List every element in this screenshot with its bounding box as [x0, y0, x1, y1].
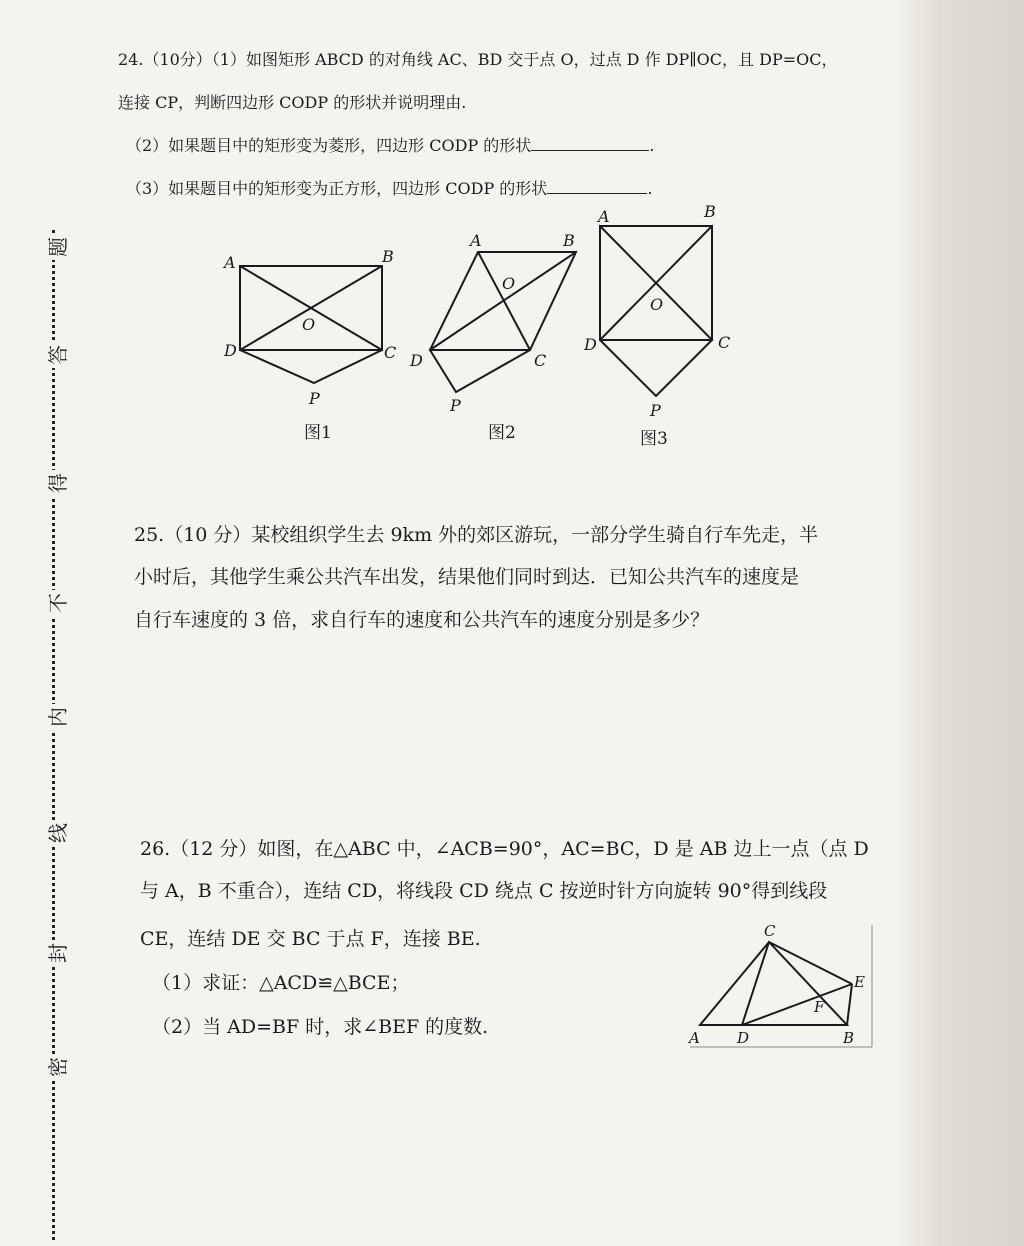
q26-part-1: （1）求证：△ACD≌△BCE；: [152, 972, 410, 994]
q24-line-1: 24.（10分）（1）如图矩形 ABCD 的对角线 AC、BD 交于点 O，过点 D 作 DP∥OC，且 DP=OC，: [118, 50, 838, 69]
q24-figures: [0, 0, 1024, 470]
binding-char-2: 答: [42, 342, 72, 368]
q26-label-a: A: [689, 1029, 700, 1047]
fig3-label-o: O: [650, 295, 664, 314]
binding-char-8: 密: [42, 1054, 72, 1080]
fig1-label-d: D: [224, 341, 237, 360]
binding-char-1: 题: [42, 234, 72, 260]
fig2-label-p: P: [450, 396, 461, 415]
q26-segment-de: [742, 984, 852, 1025]
q26-segment-cd: [742, 942, 769, 1025]
fig3-label-d: D: [584, 335, 597, 354]
binding-char-6: 线: [42, 820, 72, 846]
binding-char-7: 封: [42, 940, 72, 966]
q24-part-3-period: .: [647, 179, 653, 198]
q26-part-2: （2）当 AD=BF 时，求∠BEF 的度数.: [152, 1016, 489, 1038]
q25-line-3: 自行车速度的 3 倍，求自行车的速度和公共汽车的速度分别是多少？: [134, 609, 710, 631]
figure-2: [430, 252, 576, 392]
q26-line-2: 与 A，B 不重合），连结 CD，将线段 CD 绕点 C 按逆时针方向旋转 90°得到线段: [140, 880, 828, 902]
fig1-label-p: P: [309, 389, 320, 408]
binding-char-3: 得: [42, 470, 72, 496]
fig2-label-c: C: [534, 351, 547, 370]
q26-label-f: F: [814, 998, 825, 1016]
q26-line-3: CE，连结 DE 交 BC 于点 F，连接 BE.: [140, 928, 481, 950]
fig3-label-p: P: [650, 401, 661, 420]
q24-part-3-text: （3）如果题目中的矩形变为正方形，四边形 CODP 的形状: [126, 179, 548, 198]
fig2-label-o: O: [502, 274, 516, 293]
fig1-label-a: A: [224, 253, 236, 272]
fig3-dp-cp: [600, 340, 712, 396]
fig2-label-d: D: [410, 351, 423, 370]
fig3-label-c: C: [718, 333, 731, 352]
q26-segment-be: [847, 984, 852, 1025]
fig2-label-b: B: [563, 231, 575, 250]
q24-part-2-period: .: [649, 136, 655, 155]
fig1-caption: 图1: [304, 423, 332, 443]
fig1-label-b: B: [382, 247, 394, 266]
q26-segment-ce: [769, 942, 852, 984]
fig3-label-b: B: [704, 202, 716, 221]
fig1-label-c: C: [384, 343, 397, 362]
fig1-dp-cp: [240, 350, 382, 383]
q26-label-c: C: [764, 922, 776, 940]
q26-label-d: D: [737, 1029, 750, 1047]
q26-figure: [680, 915, 880, 1055]
q25-line-1: 25.（10 分）某校组织学生去 9km 外的郊区游玩，一部分学生骑自行车先走，半: [134, 524, 819, 546]
q26-label-b: B: [843, 1029, 855, 1047]
binding-char-5: 内: [42, 704, 72, 730]
fig2-label-a: A: [470, 231, 482, 250]
fig3-label-a: A: [598, 207, 610, 226]
q26-line-1: 26.（12 分）如图，在△ABC 中，∠ACB=90°，AC=BC，D 是 AB 边上一点（点 D: [140, 838, 869, 860]
fig3-caption: 图3: [640, 429, 668, 449]
binding-char-4: 不: [42, 590, 72, 616]
fig1-label-o: O: [302, 315, 316, 334]
fig2-dp-cp: [430, 350, 530, 392]
q25-line-2: 小时后，其他学生乘公共汽车出发，结果他们同时到达．已知公共汽车的速度是: [134, 566, 800, 588]
q24-line-2: 连接 CP，判断四边形 CODP 的形状并说明理由.: [118, 93, 467, 112]
fig2-caption: 图2: [488, 423, 516, 443]
q24-part-2-text: （2）如果题目中的矩形变为菱形，四边形 CODP 的形状: [126, 136, 532, 155]
q26-label-e: E: [854, 973, 865, 991]
